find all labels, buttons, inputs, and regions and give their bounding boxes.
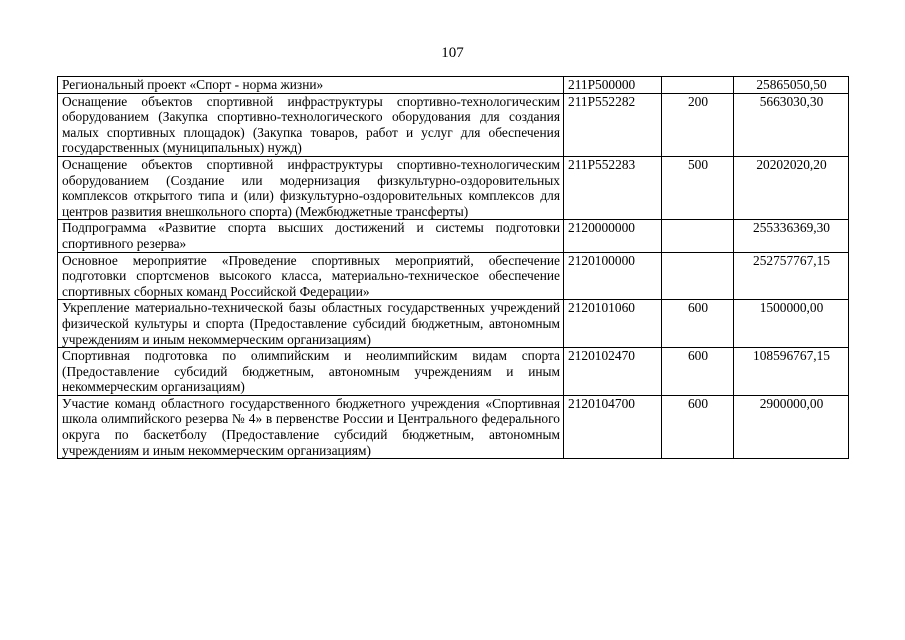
row-target-code: 2120101060 [564, 300, 662, 348]
row-name: Региональный проект «Спорт - норма жизни» [58, 77, 564, 94]
table-row [58, 395, 849, 458]
table-row [58, 156, 849, 219]
row-target-code: 211P552282 [564, 93, 662, 156]
table-row [58, 252, 849, 300]
row-target-code: 2120100000 [564, 252, 662, 300]
row-expense-type: 600 [662, 300, 734, 348]
row-sum: 2900000,00 [734, 395, 849, 458]
row-sum: 1500000,00 [734, 300, 849, 348]
row-expense-type: 600 [662, 395, 734, 458]
page-number: 107 [441, 45, 464, 61]
row-expense-type: 600 [662, 348, 734, 396]
row-target-code: 211P552283 [564, 156, 662, 219]
table-row [58, 300, 849, 348]
table-row [58, 77, 849, 94]
row-expense-type [662, 77, 734, 94]
row-name: Подпрограмма «Развитие спорта высших достижений и системы подготовки спортивного резерва» [58, 220, 564, 252]
row-sum: 20202020,20 [734, 156, 849, 219]
row-sum: 255336369,30 [734, 220, 849, 252]
budget-table [57, 76, 849, 459]
row-name: Спортивная подготовка по олимпийским и неолимпийским видам спорта (Предоставление субсидий бюджетным, автономным учреждениям и иным некоммерческим организациям) [58, 348, 564, 396]
row-sum: 252757767,15 [734, 252, 849, 300]
row-expense-type: 500 [662, 156, 734, 219]
row-target-code: 2120102470 [564, 348, 662, 396]
table-row [58, 348, 849, 396]
table-row [58, 220, 849, 252]
row-name: Оснащение объектов спортивной инфраструктуры спортивно-технологическим оборудованием (Закупка спортивно-технологического оборудования для создания малых спортивных площадок) (Закупка товаров, работ и услуг для обеспечения государственных (муниципальных) нужд) [58, 93, 564, 156]
row-name: Оснащение объектов спортивной инфраструктуры спортивно-технологическим оборудованием (Создание или модернизация физкультурно-оздоровительных комплексов открытого типа и (или) физкультурно-оздоровительных комплексов для центров развития внешкольного спорта) (Межбюджетные трансферты) [58, 156, 564, 219]
row-sum: 5663030,30 [734, 93, 849, 156]
row-name: Участие команд областного государственного бюджетного учреждения «Спортивная школа олимпийского резерва № 4» в первенстве России и Центрального федерального округа по баскетболу (Предоставление субсидий бюджетным, автономным учреждениям и иным некоммерческим организациям) [58, 395, 564, 458]
row-sum: 25865050,50 [734, 77, 849, 94]
row-target-code: 2120104700 [564, 395, 662, 458]
row-expense-type [662, 220, 734, 252]
row-sum: 108596767,15 [734, 348, 849, 396]
row-name: Укрепление материально-технической базы областных государственных учреждений физической культуры и спорта (Предоставление субсидий бюджетным, автономным учреждениям и иным некоммерческим организациям) [58, 300, 564, 348]
row-name: Основное мероприятие «Проведение спортивных мероприятий, обеспечение подготовки спортсменов высокого класса, материально-техническое обеспечение спортивных сборных команд Российской Федерации» [58, 252, 564, 300]
table-row [58, 93, 849, 156]
row-target-code: 211P500000 [564, 77, 662, 94]
row-expense-type: 200 [662, 93, 734, 156]
row-target-code: 2120000000 [564, 220, 662, 252]
row-expense-type [662, 252, 734, 300]
